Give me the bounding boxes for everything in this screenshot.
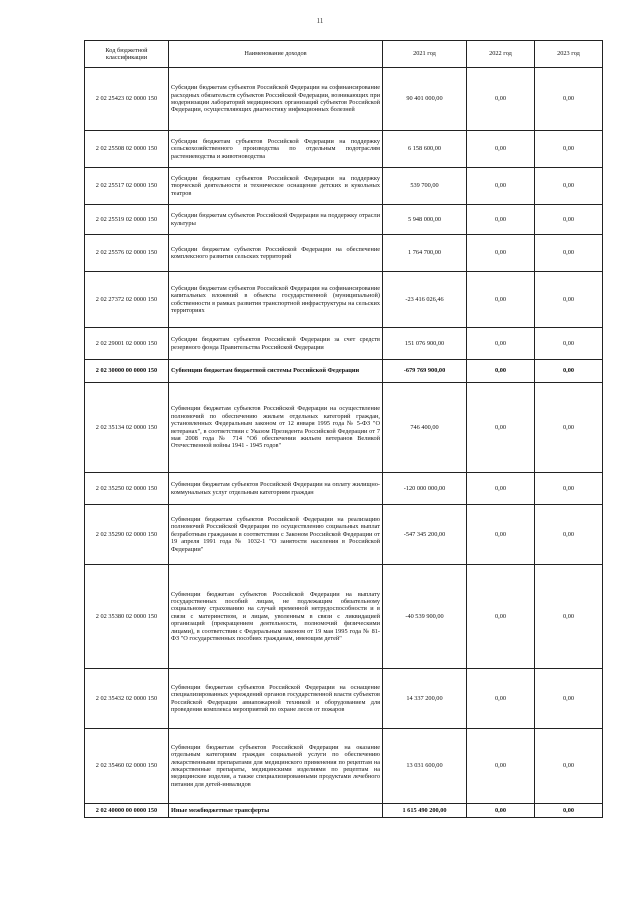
row-value-2021: 1 764 700,00 xyxy=(383,235,467,272)
row-value-2023: 0,00 xyxy=(535,804,603,818)
table-row xyxy=(85,360,603,383)
row-value-2022: 0,00 xyxy=(467,131,535,168)
row-value-2023: 0,00 xyxy=(535,729,603,804)
table-row xyxy=(85,68,603,131)
header-2023: 2023 год xyxy=(535,41,603,68)
row-value-2022: 0,00 xyxy=(467,68,535,131)
revenue-table xyxy=(84,40,603,818)
row-value-2021: 90 401 000,00 xyxy=(383,68,467,131)
row-code: 2 02 30000 00 0000 150 xyxy=(85,360,169,383)
row-code: 2 02 25423 02 0000 150 xyxy=(85,68,169,131)
row-value-2021: -23 416 026,46 xyxy=(383,272,467,328)
row-value-2021: 539 700,00 xyxy=(383,168,467,205)
row-value-2021: -120 000 000,00 xyxy=(383,473,467,505)
row-value-2022: 0,00 xyxy=(467,328,535,360)
table-row xyxy=(85,328,603,360)
row-value-2023: 0,00 xyxy=(535,272,603,328)
row-code: 2 02 27372 02 0000 150 xyxy=(85,272,169,328)
row-value-2023: 0,00 xyxy=(535,328,603,360)
row-value-2022: 0,00 xyxy=(467,669,535,729)
row-value-2023: 0,00 xyxy=(535,168,603,205)
row-code: 2 02 25576 02 0000 150 xyxy=(85,235,169,272)
header-2021: 2021 год xyxy=(383,41,467,68)
row-value-2021: -40 539 900,00 xyxy=(383,565,467,669)
row-code: 2 02 35250 02 0000 150 xyxy=(85,473,169,505)
row-value-2023: 0,00 xyxy=(535,205,603,235)
row-value-2021: 13 031 600,00 xyxy=(383,729,467,804)
row-value-2023: 0,00 xyxy=(535,68,603,131)
row-value-2022: 0,00 xyxy=(467,473,535,505)
row-code: 2 02 35380 02 0000 150 xyxy=(85,565,169,669)
row-name: Субсидии бюджетам субъектов Российской Федерации за счет средств резервного фонда Правительства Российской Федерации xyxy=(169,328,383,360)
row-name: Субсидии бюджетам субъектов Российской Федерации на софинансирование расходных обязательств субъектов Российской Федерации, возникающих при модернизации лабораторий медицинских организаций субъектов Российской Федерации, осуществляющих диагностику инфекционных болезней xyxy=(169,68,383,131)
row-value-2023: 0,00 xyxy=(535,505,603,565)
row-value-2022: 0,00 xyxy=(467,272,535,328)
row-value-2023: 0,00 xyxy=(535,669,603,729)
row-name: Субвенции бюджетам субъектов Российской Федерации на оказание отдельным категориям граждан социальной услуги по обеспечению лекарственными препаратами для медицинского применения по рецептам на лекарственные препараты, медицинскими изделиями по рецептам на медицинские изделия, а также специализированными продуктами лечебного питания для детей-инвалидов xyxy=(169,729,383,804)
table-row xyxy=(85,473,603,505)
row-value-2022: 0,00 xyxy=(467,383,535,473)
table-row xyxy=(85,669,603,729)
row-value-2021: 14 337 200,00 xyxy=(383,669,467,729)
row-code: 2 02 25508 02 0000 150 xyxy=(85,131,169,168)
row-value-2023: 0,00 xyxy=(535,360,603,383)
row-name: Субвенции бюджетам субъектов Российской Федерации на оплату жилищно-коммунальных услуг отдельным категориям граждан xyxy=(169,473,383,505)
row-value-2022: 0,00 xyxy=(467,168,535,205)
table-row xyxy=(85,729,603,804)
row-value-2022: 0,00 xyxy=(467,804,535,818)
row-name: Субвенции бюджетам субъектов Российской Федерации на выплату государственных пособий лицам, не подлежащим обязательному социальному страхованию на случай временной нетрудоспособности и в связи с материнством, и лицам, уволенным в связи с ликвидацией организаций (прекращением деятельности, полномочий физическими лицами), в соответствии с Федеральным законом от 19 мая 1995 года № 81-ФЗ "О государственных пособиях гражданам, имеющим детей" xyxy=(169,565,383,669)
row-name: Субвенции бюджетам бюджетной системы Российской Федерации xyxy=(169,360,383,383)
page-number: 11 xyxy=(316,17,324,25)
row-code: 2 02 35432 02 0000 150 xyxy=(85,669,169,729)
row-name: Субвенции бюджетам субъектов Российской Федерации на осуществление полномочий по обеспечению жильем отдельных категорий граждан, установленных Федеральным законом от 12 января 1995 года № 5-ФЗ "О ветеранах", в соответствии с Указом Президента Российской Федерации от 7 мая 2008 года № 714 "Об обеспечении жильем ветеранов Великой Отечественной войны 1941 - 1945 годов" xyxy=(169,383,383,473)
row-name: Субвенции бюджетам субъектов Российской Федерации на оснащение специализированных учреждений органов государственной власти субъектов Российской Федерации авиапожарной техникой и оборудованием для проведения комплекса мероприятий по охране лесов от пожаров xyxy=(169,669,383,729)
row-code: 2 02 35134 02 0000 150 xyxy=(85,383,169,473)
row-name: Субсидии бюджетам субъектов Российской Федерации на поддержку творческой деятельности и техническое оснащение детских и кукольных театров xyxy=(169,168,383,205)
row-value-2022: 0,00 xyxy=(467,505,535,565)
row-value-2021: 151 076 900,00 xyxy=(383,328,467,360)
row-value-2021: -547 345 200,00 xyxy=(383,505,467,565)
table-row xyxy=(85,235,603,272)
row-name: Субсидии бюджетам субъектов Российской Федерации на поддержку отрасли культуры xyxy=(169,205,383,235)
row-code: 2 02 40000 00 0000 150 xyxy=(85,804,169,818)
table-row xyxy=(85,168,603,205)
row-value-2023: 0,00 xyxy=(535,131,603,168)
row-name: Иные межбюджетные трансферты xyxy=(169,804,383,818)
header-2022: 2022 год xyxy=(467,41,535,68)
table-row xyxy=(85,505,603,565)
row-value-2021: -679 769 900,00 xyxy=(383,360,467,383)
table-row xyxy=(85,565,603,669)
table-row xyxy=(85,383,603,473)
row-code: 2 02 35460 02 0000 150 xyxy=(85,729,169,804)
row-value-2022: 0,00 xyxy=(467,729,535,804)
table-row xyxy=(85,131,603,168)
row-value-2021: 746 400,00 xyxy=(383,383,467,473)
row-name: Субсидии бюджетам субъектов Российской Федерации на обеспечение комплексного развития сельских территорий xyxy=(169,235,383,272)
row-value-2022: 0,00 xyxy=(467,565,535,669)
header-name: Наименование доходов xyxy=(169,41,383,68)
row-value-2023: 0,00 xyxy=(535,235,603,272)
row-value-2021: 6 158 600,00 xyxy=(383,131,467,168)
row-code: 2 02 25517 02 0000 150 xyxy=(85,168,169,205)
row-value-2023: 0,00 xyxy=(535,473,603,505)
table-row xyxy=(85,205,603,235)
row-value-2023: 0,00 xyxy=(535,565,603,669)
row-name: Субсидии бюджетам субъектов Российской Федерации на софинансирование капитальных вложений в объекты государственной (муниципальной) собственности в рамках развития транспортной инфраструктуры на сельских территориях xyxy=(169,272,383,328)
row-code: 2 02 35290 02 0000 150 xyxy=(85,505,169,565)
row-name: Субвенции бюджетам субъектов Российской Федерации на реализацию полномочий Российской Федерации по осуществлению социальных выплат безработным гражданам в соответствии с Законом Российской Федерации от 19 апреля 1991 года № 1032-1 "О занятости населения в Российской Федерации" xyxy=(169,505,383,565)
table-header-row xyxy=(85,41,603,68)
row-value-2021: 5 948 000,00 xyxy=(383,205,467,235)
row-value-2021: 1 615 490 200,00 xyxy=(383,804,467,818)
row-value-2022: 0,00 xyxy=(467,360,535,383)
row-code: 2 02 25519 02 0000 150 xyxy=(85,205,169,235)
row-value-2022: 0,00 xyxy=(467,235,535,272)
row-code: 2 02 29001 02 0000 150 xyxy=(85,328,169,360)
row-value-2022: 0,00 xyxy=(467,205,535,235)
table-row xyxy=(85,272,603,328)
row-value-2023: 0,00 xyxy=(535,383,603,473)
table-row xyxy=(85,804,603,818)
row-name: Субсидии бюджетам субъектов Российской Федерации на поддержку сельскохозяйственного производства по отдельным подотраслям растениеводства и животноводства xyxy=(169,131,383,168)
header-code: Код бюджетной классификации xyxy=(85,41,169,68)
